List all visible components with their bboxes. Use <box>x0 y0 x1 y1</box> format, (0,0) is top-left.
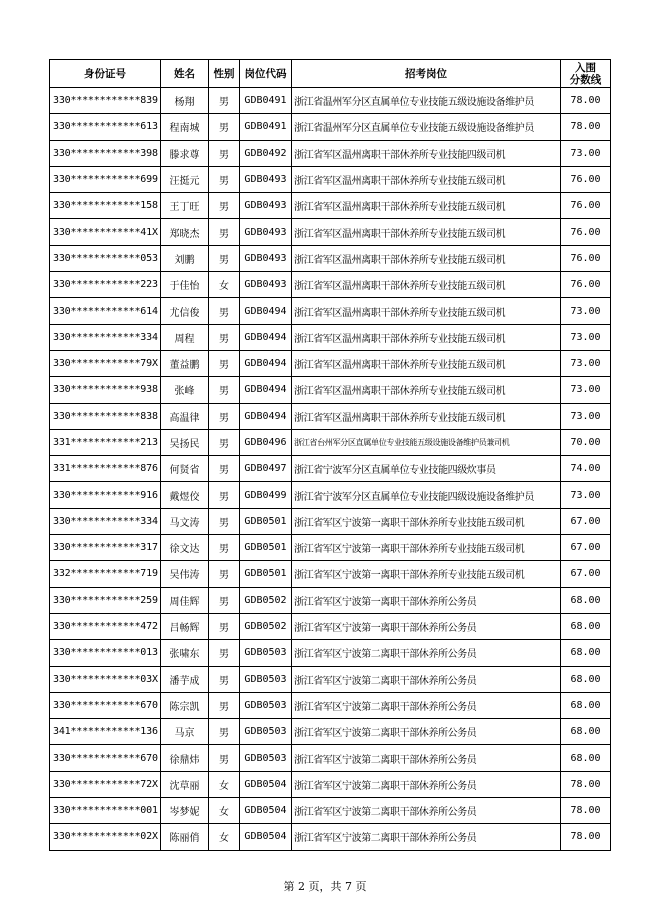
table-row <box>50 219 611 245</box>
cell-score: 68.00 <box>561 587 611 613</box>
cell-score: 73.00 <box>561 377 611 403</box>
cell-id-number: 330************79X <box>50 350 161 376</box>
cell-gender: 女 <box>209 824 240 850</box>
cell-post-title: 浙江省军区宁波第二离职干部休养所公务员 <box>292 798 561 824</box>
cell-post-code: GDB0491 <box>240 88 292 114</box>
cell-post-code: GDB0501 <box>240 535 292 561</box>
cell-post-code: GDB0502 <box>240 587 292 613</box>
cell-score: 76.00 <box>561 219 611 245</box>
cell-score: 76.00 <box>561 166 611 192</box>
cell-post-code: GDB0494 <box>240 298 292 324</box>
cell-score: 76.00 <box>561 272 611 298</box>
cell-post-title: 浙江省军区宁波第一离职干部休养所专业技能五级司机 <box>292 561 561 587</box>
cell-name: 汪挺元 <box>161 166 209 192</box>
table-row <box>50 140 611 166</box>
table-row <box>50 193 611 219</box>
cell-post-title: 浙江省军区温州离职干部休养所专业技能五级司机 <box>292 403 561 429</box>
cell-id-number: 330************02X <box>50 824 161 850</box>
cell-id-number: 330************670 <box>50 745 161 771</box>
cell-id-number: 330************398 <box>50 140 161 166</box>
cell-id-number: 332************719 <box>50 561 161 587</box>
page-footer: 第 2 页，共 7 页 <box>283 880 367 893</box>
cell-post-title: 浙江省温州军分区直属单位专业技能五级设施设备维护员 <box>292 114 561 140</box>
cell-gender: 男 <box>209 692 240 718</box>
cell-id-number: 330************334 <box>50 324 161 350</box>
cell-gender: 男 <box>209 140 240 166</box>
cell-name: 吴伟涛 <box>161 561 209 587</box>
cell-id-number: 331************213 <box>50 429 161 455</box>
cell-name: 于佳怡 <box>161 272 209 298</box>
cell-gender: 男 <box>209 403 240 429</box>
cell-post-code: GDB0494 <box>240 324 292 350</box>
header-code: 岗位代码 <box>240 60 292 88</box>
cell-score: 68.00 <box>561 640 611 666</box>
table-row <box>50 745 611 771</box>
cell-score: 73.00 <box>561 403 611 429</box>
cell-post-code: GDB0497 <box>240 456 292 482</box>
cell-gender: 男 <box>209 719 240 745</box>
cell-score: 74.00 <box>561 456 611 482</box>
cell-post-title: 浙江省军区温州离职干部休养所专业技能四级司机 <box>292 140 561 166</box>
cell-id-number: 330************472 <box>50 613 161 639</box>
table-row <box>50 587 611 613</box>
table-row <box>50 719 611 745</box>
cell-id-number: 331************876 <box>50 456 161 482</box>
table-row <box>50 771 611 797</box>
cell-post-code: GDB0496 <box>240 429 292 455</box>
cell-id-number: 330************259 <box>50 587 161 613</box>
cell-score: 68.00 <box>561 692 611 718</box>
cell-score: 78.00 <box>561 824 611 850</box>
cell-post-code: GDB0503 <box>240 640 292 666</box>
cell-name: 潘芋成 <box>161 666 209 692</box>
cell-gender: 男 <box>209 350 240 376</box>
cell-id-number: 330************613 <box>50 114 161 140</box>
cell-id-number: 330************838 <box>50 403 161 429</box>
table-row <box>50 350 611 376</box>
cell-id-number: 330************670 <box>50 692 161 718</box>
cell-post-code: GDB0493 <box>240 193 292 219</box>
cell-score: 76.00 <box>561 245 611 271</box>
header-score-line2: 分数线 <box>569 73 602 86</box>
cell-post-title: 浙江省军区宁波第二离职干部休养所公务员 <box>292 824 561 850</box>
cell-gender: 男 <box>209 640 240 666</box>
roster-body <box>50 88 611 851</box>
table-row <box>50 272 611 298</box>
table-row <box>50 166 611 192</box>
cell-score: 78.00 <box>561 114 611 140</box>
cell-name: 徐鼎炜 <box>161 745 209 771</box>
cell-score: 67.00 <box>561 561 611 587</box>
cell-score: 73.00 <box>561 482 611 508</box>
cell-name: 吕畅辉 <box>161 613 209 639</box>
cell-post-title: 浙江省军区温州离职干部休养所专业技能五级司机 <box>292 298 561 324</box>
cell-post-title: 浙江省台州军分区直属单位专业技能五级设施设备维护员兼司机 <box>292 429 561 455</box>
cell-id-number: 330************41X <box>50 219 161 245</box>
cell-post-title: 浙江省军区宁波第二离职干部休养所公务员 <box>292 719 561 745</box>
header-row <box>50 60 611 88</box>
cell-name: 马文涛 <box>161 508 209 534</box>
cell-id-number: 330************938 <box>50 377 161 403</box>
cell-gender: 男 <box>209 88 240 114</box>
cell-name: 尤信俊 <box>161 298 209 324</box>
cell-gender: 男 <box>209 114 240 140</box>
cell-gender: 男 <box>209 377 240 403</box>
cell-name: 杨翔 <box>161 88 209 114</box>
cell-score: 68.00 <box>561 613 611 639</box>
header-score-line1: 入围 <box>575 61 596 74</box>
cell-name: 陈丽俏 <box>161 824 209 850</box>
table-row <box>50 114 611 140</box>
roster-sheet <box>49 59 610 851</box>
cell-id-number: 330************334 <box>50 508 161 534</box>
header-score <box>561 60 611 88</box>
header-gender: 性别 <box>209 60 240 88</box>
cell-score: 67.00 <box>561 535 611 561</box>
cell-score: 67.00 <box>561 508 611 534</box>
cell-post-title: 浙江省军区宁波第二离职干部休养所公务员 <box>292 666 561 692</box>
cell-gender: 男 <box>209 561 240 587</box>
cell-name: 高温律 <box>161 403 209 429</box>
roster-table <box>49 59 611 851</box>
cell-score: 70.00 <box>561 429 611 455</box>
table-row <box>50 798 611 824</box>
cell-gender: 女 <box>209 272 240 298</box>
table-row <box>50 666 611 692</box>
cell-post-code: GDB0494 <box>240 377 292 403</box>
cell-post-title: 浙江省军区宁波第一离职干部休养所公务员 <box>292 613 561 639</box>
cell-id-number: 341************136 <box>50 719 161 745</box>
cell-score: 73.00 <box>561 298 611 324</box>
cell-gender: 男 <box>209 587 240 613</box>
table-row <box>50 692 611 718</box>
cell-name: 刘鹏 <box>161 245 209 271</box>
cell-gender: 男 <box>209 613 240 639</box>
table-row <box>50 298 611 324</box>
cell-post-title: 浙江省军区温州离职干部休养所专业技能五级司机 <box>292 166 561 192</box>
cell-name: 张峰 <box>161 377 209 403</box>
cell-id-number: 330************839 <box>50 88 161 114</box>
cell-post-title: 浙江省军区宁波第二离职干部休养所公务员 <box>292 771 561 797</box>
cell-id-number: 330************916 <box>50 482 161 508</box>
cell-gender: 男 <box>209 535 240 561</box>
cell-post-code: GDB0493 <box>240 219 292 245</box>
cell-post-code: GDB0504 <box>240 824 292 850</box>
cell-name: 沈草丽 <box>161 771 209 797</box>
cell-id-number: 330************223 <box>50 272 161 298</box>
cell-score: 73.00 <box>561 350 611 376</box>
cell-id-number: 330************013 <box>50 640 161 666</box>
cell-gender: 男 <box>209 745 240 771</box>
table-row <box>50 403 611 429</box>
cell-post-code: GDB0494 <box>240 350 292 376</box>
cell-post-code: GDB0503 <box>240 719 292 745</box>
cell-post-code: GDB0501 <box>240 561 292 587</box>
cell-post-title: 浙江省军区温州离职干部休养所专业技能五级司机 <box>292 193 561 219</box>
cell-post-title: 浙江省军区温州离职干部休养所专业技能五级司机 <box>292 272 561 298</box>
header-id: 身份证号 <box>50 60 161 88</box>
table-row <box>50 324 611 350</box>
cell-gender: 女 <box>209 798 240 824</box>
cell-score: 68.00 <box>561 666 611 692</box>
cell-score: 78.00 <box>561 88 611 114</box>
cell-score: 73.00 <box>561 140 611 166</box>
cell-id-number: 330************72X <box>50 771 161 797</box>
cell-gender: 男 <box>209 508 240 534</box>
cell-gender: 男 <box>209 666 240 692</box>
cell-name: 董益鹏 <box>161 350 209 376</box>
table-row <box>50 535 611 561</box>
cell-post-title: 浙江省宁波军分区直属单位专业技能四级设施设备维护员 <box>292 482 561 508</box>
cell-name: 马京 <box>161 719 209 745</box>
cell-gender: 男 <box>209 166 240 192</box>
cell-gender: 男 <box>209 298 240 324</box>
cell-post-title: 浙江省军区温州离职干部休养所专业技能五级司机 <box>292 219 561 245</box>
cell-gender: 女 <box>209 771 240 797</box>
cell-post-title: 浙江省军区宁波第一离职干部休养所专业技能五级司机 <box>292 508 561 534</box>
table-row <box>50 508 611 534</box>
cell-id-number: 330************001 <box>50 798 161 824</box>
cell-post-title: 浙江省军区宁波第一离职干部休养所专业技能五级司机 <box>292 535 561 561</box>
cell-score: 78.00 <box>561 798 611 824</box>
cell-score: 68.00 <box>561 719 611 745</box>
cell-score: 68.00 <box>561 745 611 771</box>
cell-post-code: GDB0494 <box>240 403 292 429</box>
cell-name: 程南城 <box>161 114 209 140</box>
table-row <box>50 613 611 639</box>
header-name: 姓名 <box>161 60 209 88</box>
cell-name: 周佳辉 <box>161 587 209 613</box>
cell-gender: 男 <box>209 482 240 508</box>
cell-post-title: 浙江省军区温州离职干部休养所专业技能五级司机 <box>292 245 561 271</box>
cell-id-number: 330************317 <box>50 535 161 561</box>
cell-post-code: GDB0504 <box>240 771 292 797</box>
cell-name: 戴煜佼 <box>161 482 209 508</box>
table-row <box>50 429 611 455</box>
cell-post-code: GDB0501 <box>240 508 292 534</box>
cell-name: 周程 <box>161 324 209 350</box>
cell-id-number: 330************053 <box>50 245 161 271</box>
table-row <box>50 640 611 666</box>
cell-score: 78.00 <box>561 771 611 797</box>
cell-post-title: 浙江省军区宁波第一离职干部休养所公务员 <box>292 587 561 613</box>
cell-post-title: 浙江省军区宁波第二离职干部休养所公务员 <box>292 692 561 718</box>
cell-name: 郑晓杰 <box>161 219 209 245</box>
cell-name: 王丁旺 <box>161 193 209 219</box>
cell-post-code: GDB0499 <box>240 482 292 508</box>
cell-name: 何贤省 <box>161 456 209 482</box>
cell-post-title: 浙江省军区温州离职干部休养所专业技能五级司机 <box>292 324 561 350</box>
cell-post-title: 浙江省军区宁波第二离职干部休养所公务员 <box>292 745 561 771</box>
cell-post-code: GDB0491 <box>240 114 292 140</box>
cell-id-number: 330************158 <box>50 193 161 219</box>
cell-name: 吴扬民 <box>161 429 209 455</box>
cell-post-title: 浙江省温州军分区直属单位专业技能五级设施设备维护员 <box>292 88 561 114</box>
cell-gender: 男 <box>209 324 240 350</box>
table-row <box>50 456 611 482</box>
cell-post-code: GDB0493 <box>240 272 292 298</box>
table-row <box>50 88 611 114</box>
cell-post-title: 浙江省军区宁波第二离职干部休养所公务员 <box>292 640 561 666</box>
cell-name: 徐文达 <box>161 535 209 561</box>
cell-post-code: GDB0492 <box>240 140 292 166</box>
cell-score: 73.00 <box>561 324 611 350</box>
cell-post-title: 浙江省宁波军分区直属单位专业技能四级炊事员 <box>292 456 561 482</box>
cell-post-code: GDB0503 <box>240 745 292 771</box>
cell-id-number: 330************614 <box>50 298 161 324</box>
cell-post-code: GDB0493 <box>240 166 292 192</box>
cell-post-title: 浙江省军区温州离职干部休养所专业技能五级司机 <box>292 377 561 403</box>
cell-post-title: 浙江省军区温州离职干部休养所专业技能五级司机 <box>292 350 561 376</box>
cell-id-number: 330************699 <box>50 166 161 192</box>
cell-gender: 男 <box>209 219 240 245</box>
cell-gender: 男 <box>209 193 240 219</box>
cell-id-number: 330************03X <box>50 666 161 692</box>
table-row <box>50 824 611 850</box>
table-row <box>50 245 611 271</box>
cell-post-code: GDB0503 <box>240 666 292 692</box>
cell-name: 滕求尊 <box>161 140 209 166</box>
cell-name: 岑梦妮 <box>161 798 209 824</box>
cell-name: 陈宗凯 <box>161 692 209 718</box>
cell-score: 76.00 <box>561 193 611 219</box>
header-post: 招考岗位 <box>292 60 561 88</box>
cell-gender: 男 <box>209 245 240 271</box>
table-row <box>50 377 611 403</box>
cell-post-code: GDB0493 <box>240 245 292 271</box>
cell-post-code: GDB0504 <box>240 798 292 824</box>
cell-post-code: GDB0502 <box>240 613 292 639</box>
cell-post-code: GDB0503 <box>240 692 292 718</box>
table-row <box>50 482 611 508</box>
cell-gender: 男 <box>209 456 240 482</box>
table-row <box>50 561 611 587</box>
cell-gender: 男 <box>209 429 240 455</box>
cell-name: 张啸东 <box>161 640 209 666</box>
